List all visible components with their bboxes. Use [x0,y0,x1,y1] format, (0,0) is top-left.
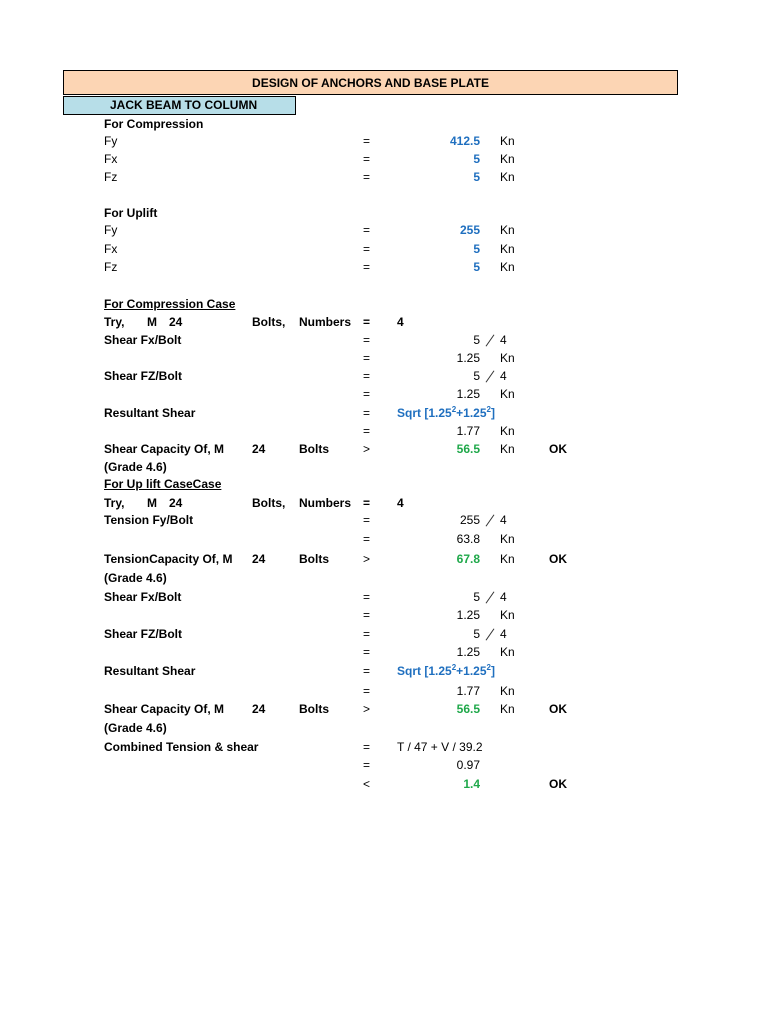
equals-sign: = [363,315,371,329]
result-value: 1.77 [456,424,480,438]
result-value: 1.25 [456,645,480,659]
capacity-value: 67.8 [456,552,480,566]
value-fz: 5 [473,260,480,274]
result-value: 63.8 [456,532,480,546]
status-ok: OK [549,442,567,456]
numbers-label: Numbers [299,496,352,510]
uplift-heading: For Uplift [104,206,158,220]
value-fx: 5 [473,152,480,166]
label-fx: Fx [104,152,118,166]
resultant-shear-label: Resultant Shear [104,406,196,420]
combined-label: Combined Tension & shear [104,740,259,754]
unit: Kn [500,424,515,438]
unit: Kn [500,351,515,365]
numerator: 5 [473,369,480,383]
bolts-label: Bolts, [252,315,286,329]
equals-sign: = [363,424,371,438]
division-slash [486,370,495,382]
capacity-value: 56.5 [456,702,480,716]
bolts-label: Bolts, [252,496,286,510]
grade-label: (Grade 4.6) [104,571,167,585]
bolt-size: 24 [252,552,266,566]
equals-sign: = [363,740,371,754]
resultant-formula: Sqrt $[1.25^2+1.25^2]$ [397,663,495,678]
shear-capacity-label: Shear Capacity Of, M [104,442,225,456]
unit: Kn [500,387,515,401]
comparison-sign: > [363,552,371,566]
division-slash [486,628,495,640]
unit: Kn [500,608,515,622]
equals-sign: = [363,758,371,772]
equals-sign: = [363,369,371,383]
result-value: 1.25 [456,608,480,622]
equals-sign: = [363,627,371,641]
resultant-shear-label: Resultant Shear [104,664,196,678]
label-fx: Fx [104,242,118,256]
shear-capacity-label: Shear Capacity Of, M [104,702,225,716]
label-fz: Fz [104,170,118,184]
unit: Kn [500,134,515,148]
grade-label: (Grade 4.6) [104,721,167,735]
denominator: 4 [500,627,507,641]
shear-fz-label: Shear FZ/Bolt [104,627,183,641]
equals-sign: = [363,532,371,546]
bolt-count: 4 [397,315,404,329]
shear-fx-label: Shear Fx/Bolt [104,590,182,604]
comparison-sign: > [363,702,371,716]
value-fz: 5 [473,170,480,184]
equals-sign: = [363,170,371,184]
unit: Kn [500,260,515,274]
bolts-label: Bolts [299,552,329,566]
equals-sign: = [363,645,371,659]
equals-sign: = [363,684,371,698]
bolt-size: 24 [169,496,183,510]
unit: Kn [500,645,515,659]
numerator: 5 [473,333,480,347]
result-value: 1.25 [456,351,480,365]
denominator: 4 [500,333,507,347]
equals-sign: = [363,387,371,401]
division-slash [486,514,495,526]
equals-sign: = [363,134,371,148]
bolt-size: 24 [252,442,266,456]
equals-sign: = [363,223,371,237]
tension-label: Tension Fy/Bolt [104,513,194,527]
compression-case-heading: For Compression Case [104,297,236,311]
equals-sign: = [363,260,371,274]
division-slash [486,334,495,346]
equals-sign: = [363,242,371,256]
sheet-title: DESIGN OF ANCHORS AND BASE PLATE [63,70,678,95]
equals-sign: = [363,513,371,527]
equals-sign: = [363,406,371,420]
result-value: 1.25 [456,387,480,401]
bolt-count: 4 [397,496,404,510]
value-fy: 412.5 [449,134,480,148]
equals-sign: = [363,608,371,622]
value-fx: 5 [473,242,480,256]
denominator: 4 [500,513,507,527]
equals-sign: = [363,333,371,347]
capacity-value: 56.5 [456,442,480,456]
label-fy: Fy [104,223,118,237]
status-ok: OK [549,777,567,791]
unit: Kn [500,684,515,698]
equals-sign: = [363,590,371,604]
numerator: 255 [459,513,480,527]
bolt-size: 24 [169,315,183,329]
unit: Kn [500,170,515,184]
equals-sign: = [363,152,371,166]
division-slash [486,591,495,603]
unit: Kn [500,702,515,716]
equals-sign: = [363,664,371,678]
unit: Kn [500,242,515,256]
unit: Kn [500,552,515,566]
unit: Kn [500,442,515,456]
numbers-label: Numbers [299,315,352,329]
label-fz: Fz [104,260,118,274]
status-ok: OK [549,552,567,566]
limit-value: 1.4 [463,777,480,791]
resultant-formula: Sqrt $[1.25^2+1.25^2]$ [397,405,495,420]
bolt-size: 24 [252,702,266,716]
section-subtitle: JACK BEAM TO COLUMN [63,96,296,115]
compression-heading: For Compression [104,117,204,131]
uplift-case-heading: For Up lift CaseCase [104,477,222,491]
comparison-sign: > [363,442,371,456]
try-label: Try, [104,496,125,510]
bolt-prefix: M [147,315,157,329]
comparison-sign: < [363,777,371,791]
label-fy: Fy [104,134,118,148]
numerator: 5 [473,590,480,604]
shear-fx-label: Shear Fx/Bolt [104,333,182,347]
status-ok: OK [549,702,567,716]
grade-label: (Grade 4.6) [104,460,167,474]
bolt-prefix: M [147,496,157,510]
denominator: 4 [500,369,507,383]
try-label: Try, [104,315,125,329]
value-fy: 255 [459,223,480,237]
numerator: 5 [473,627,480,641]
denominator: 4 [500,590,507,604]
result-value: 0.97 [456,758,480,772]
bolts-label: Bolts [299,442,329,456]
shear-fz-label: Shear FZ/Bolt [104,369,183,383]
unit: Kn [500,532,515,546]
result-value: 1.77 [456,684,480,698]
equals-sign: = [363,496,371,510]
bolts-label: Bolts [299,702,329,716]
tension-capacity-label: TensionCapacity Of, M [104,552,233,566]
equals-sign: = [363,351,371,365]
unit: Kn [500,152,515,166]
unit: Kn [500,223,515,237]
combined-formula: T / 47 + V / 39.2 [397,740,483,754]
